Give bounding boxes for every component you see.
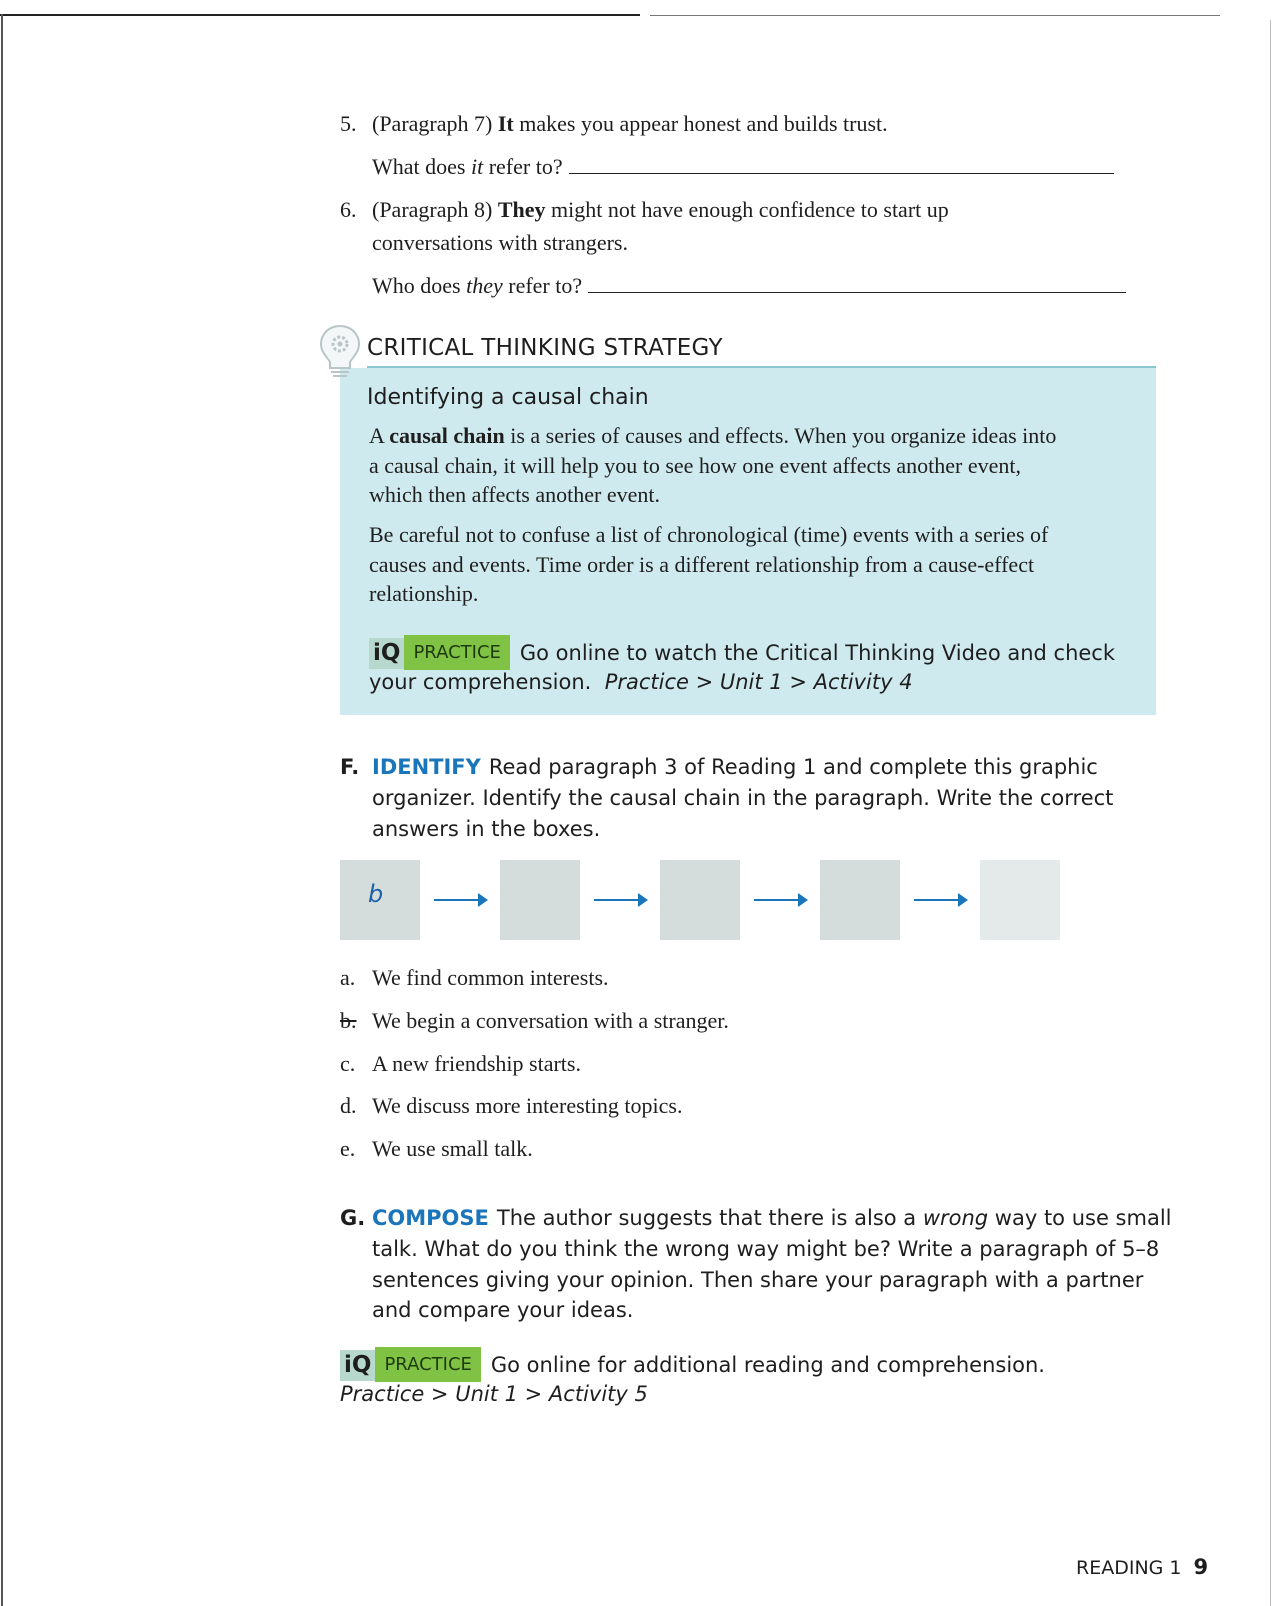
organizer-answer: b <box>368 880 384 908</box>
page-edge-right <box>1270 20 1271 1606</box>
strategy-paragraph-1: A causal chain is a series of causes and effects. When you organize ideas into a causal chain, it will help you to see how one event affects another event, which then affects another event. <box>369 423 1057 507</box>
strategy-title: CRITICAL THINKING STRATEGY <box>367 335 723 361</box>
iq-practice-text: Go online for additional reading and comprehension. <box>490 1353 1045 1377</box>
iq-practice-path-bottom: Practice > Unit 1 > Activity 5 <box>340 1382 648 1406</box>
strategy-paragraph-2: Be careful not to confuse a list of chronological (time) events with a series of causes and events. Time order is a different relationship from a cause-effect relationship. <box>369 522 1049 606</box>
footer-section: READING 1 <box>1076 1557 1182 1579</box>
iq-practice-link-bottom[interactable] <box>340 1347 1045 1382</box>
struck-letter: b. <box>340 1008 357 1033</box>
arrow-right-icon <box>434 899 486 901</box>
arrow-right-icon <box>914 899 966 901</box>
iq-practice-path: Practice > Unit 1 > Activity 4 <box>604 670 913 694</box>
arrow-right-icon <box>594 899 646 901</box>
iq-practice-text: Go online to watch the Critical Thinking Video and check <box>519 641 1116 665</box>
question-text: (Paragraph 8) They might not have enough confidence to start up <box>372 197 949 222</box>
organizer-box-5[interactable] <box>980 860 1060 940</box>
question-text: (Paragraph 7) It makes you appear honest and builds trust. <box>372 111 888 136</box>
arrow-right-icon <box>754 899 806 901</box>
activity-letter: F. <box>340 755 360 779</box>
page-edge-left <box>1 14 3 1606</box>
page-footer <box>1076 1555 1208 1579</box>
top-rule <box>0 14 640 16</box>
activity-instructions: COMPOSE The author suggests that there is also a wrong way to use small <box>372 1206 1172 1230</box>
question-prompt: What does it refer to? <box>372 151 1114 182</box>
iq-logo: iQ <box>369 638 404 669</box>
activity-g: G. COMPOSE The author suggests that there is also a wrong way to use small talk. What do you think the wrong way might be? Write a paragraph of 5–8 sentences giving your opinion. Then share your paragraph with a partner and compare your ideas. <box>340 1203 1160 1328</box>
strategy-subtitle: Identifying a causal chain <box>367 385 649 410</box>
practice-badge: PRACTICE <box>404 635 509 670</box>
organizer-box-1[interactable] <box>340 860 420 940</box>
question-text-line2: conversations with strangers. <box>372 230 628 255</box>
organizer-box-3[interactable] <box>660 860 740 940</box>
iq-practice-text-line2: your comprehension. Practice > Unit 1 > Activity 4 <box>369 670 913 694</box>
question-prompt: Who does they refer to? <box>372 270 1126 301</box>
lightbulb-gear-icon <box>318 322 362 380</box>
answer-line[interactable] <box>569 153 1114 174</box>
question-number: 5. <box>340 111 357 136</box>
activity-letter: G. <box>340 1206 366 1230</box>
activity-instructions: IDENTIFY Read paragraph 3 of Reading 1 and complete this graphic <box>372 755 1098 779</box>
strategy-title-rule <box>367 366 1156 368</box>
question-number: 6. <box>340 197 357 222</box>
activity-f: F. IDENTIFY Read paragraph 3 of Reading 1 and complete this graphic organizer. Identify the causal chain in the paragraph. Write the correct answers in the boxes. <box>340 752 1150 847</box>
top-rule-right <box>650 15 1220 16</box>
question-5 <box>340 108 1150 188</box>
answer-line[interactable] <box>588 272 1126 293</box>
page-number: 9 <box>1193 1555 1209 1579</box>
organizer-box-4[interactable] <box>820 860 900 940</box>
practice-badge: PRACTICE <box>375 1347 480 1382</box>
iq-logo: iQ <box>340 1350 375 1381</box>
organizer-box-2[interactable] <box>500 860 580 940</box>
iq-practice-link[interactable] <box>369 635 1115 670</box>
question-6 <box>340 194 1150 304</box>
